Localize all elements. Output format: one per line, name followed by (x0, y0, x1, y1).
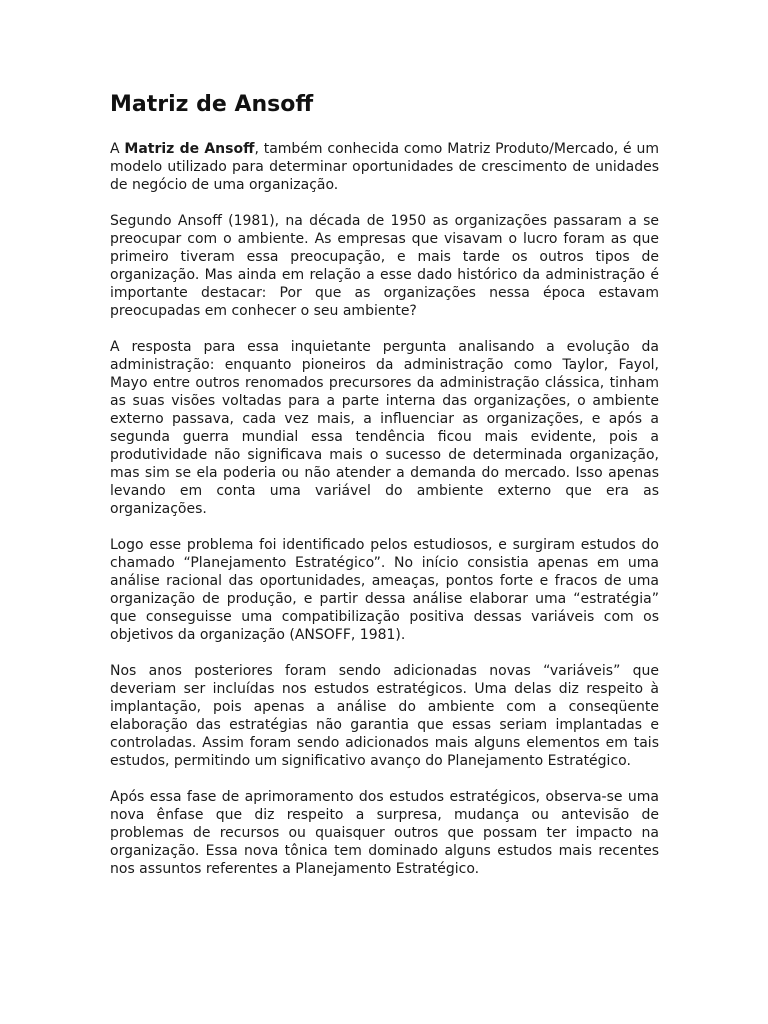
paragraph-intro (110, 140, 659, 194)
paragraph: A resposta para essa inquietante pergunta analisando a evolução da administração: enquanto pioneiros da administração como Taylor, Fayol, Mayo entre outros renomados precursores da administração clássica, tinham as suas visões voltadas para a parte interna das organizações, o ambiente externo passava, cada vez mais, a influenciar as organizações, e após a segunda guerra mundial essa tendência ficou mais evidente, pois a produtividade não significava mais o sucesso de determinada organização, mas sim se ela poderia ou não atender a demanda do mercado. Isso apenas levando em conta uma variável do ambiente externo que era as organizações. (110, 339, 659, 517)
document-title: Matriz de Ansoff (110, 92, 314, 117)
paragraph: Nos anos posteriores foram sendo adicionadas novas “variáveis” que deveriam ser incluídas nos estudos estratégicos. Uma delas diz respeito à implantação, pois apenas a análise do ambiente com a conseqüente elaboração das estratégias não garantia que essas seriam implantadas e controladas. Assim foram sendo adicionados mais alguns elementos em tais estudos, permitindo um significativo avanço do Planejamento Estratégico. (110, 663, 659, 769)
intro-rest: , também conhecida como Matriz Produto/Mercado, é um modelo utilizado para determinar oportunidades de crescimento de unidades de negócio de uma organização. (110, 141, 660, 193)
paragraph: Logo esse problema foi identificado pelos estudiosos, e surgiram estudos do chamado “Planejamento Estratégico”. No início consistia apenas em uma análise racional das oportunidades, ameaças, pontos forte e fracos de uma organização de produção, e partir dessa análise elaborar uma “estratégia” que conseguisse uma compatibilização positiva dessas variáveis com os objetivos da organização (ANSOFF, 1981). (110, 537, 659, 643)
document-page (110, 90, 659, 896)
intro-bold-term: Matriz de Ansoff (124, 141, 255, 157)
paragraph: Segundo Ansoff (1981), na década de 1950 as organizações passaram a se preocupar com o ambiente. As empresas que visavam o lucro foram as que primeiro tiveram essa preocupação, e mais tarde os outros tipos de organização. Mas ainda em relação a esse dado histórico da administração é importante destacar: Por que as organizações nessa época estavam preocupadas em conhecer o seu ambiente? (110, 213, 659, 319)
intro-prefix: A (110, 141, 125, 157)
paragraph: Após essa fase de aprimoramento dos estudos estratégicos, observa-se uma nova ênfase que diz respeito a surpresa, mudança ou antevisão de problemas de recursos ou quaisquer outros que possam ter impacto na organização. Essa nova tônica tem dominado alguns estudos mais recentes nos assuntos referentes a Planejamento Estratégico. (110, 789, 659, 877)
